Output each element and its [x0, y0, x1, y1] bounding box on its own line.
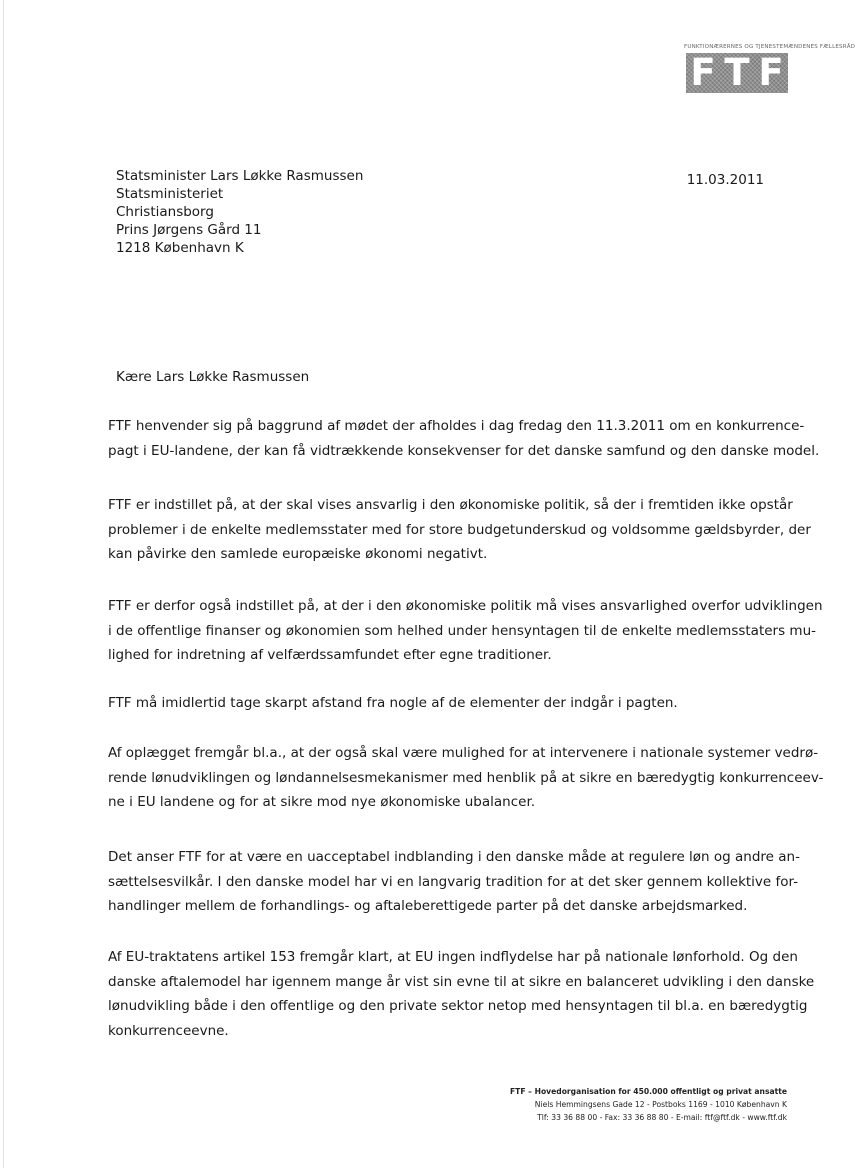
recipient-street: Prins Jørgens Gård 11: [116, 222, 262, 238]
logo-letter-f1: F: [690, 51, 716, 94]
paragraph-line: handlinger mellem de forhandlings- og aftaleberettigede parter på det danske arbejdsmarked.: [108, 898, 748, 914]
paragraph-line: konkurrenceevne.: [108, 1022, 229, 1039]
paragraph-line: lighed for indretning af velfærdssamfundet efter egne traditioner.: [108, 647, 552, 663]
paragraph-line: Det anser FTF for at være en uacceptabel indblanding i den danske måde at regulere løn og andre an-: [108, 849, 800, 865]
paragraph-line: i de offentlige finanser og økonomien som helhed under hensyntagen til de enkelte medlemsstaters mu-: [108, 622, 817, 639]
paragraph-2: [108, 493, 811, 567]
logo-letter-t: T: [724, 51, 750, 94]
footer-address: Niels Hemmingsens Gade 12 - Postboks 1169 - 1010 København K: [534, 1100, 787, 1109]
paragraph-line: rende lønudviklingen og løndannelsesmekanismer med henblik på at sikre en bæredygtig konkurrenceev-: [108, 769, 824, 786]
paragraph-5: [108, 741, 823, 815]
paragraph-line: Af EU-traktatens artikel 153 fremgår klart, at EU ingen indflydelse har på nationale lønforhold. Og den: [108, 949, 798, 965]
letter-date: 11.03.2011: [686, 172, 764, 188]
paragraph-line: Af oplægget fremgår bl.a., at der også skal være mulighed for at intervenere i nationale systemer vedrø-: [108, 745, 819, 761]
paragraph-line: FTF er derfor også indstillet på, at der i den økonomiske politik må vises ansvarlighed overfor udviklingen: [108, 598, 823, 614]
paragraph-line: pagt i EU-landene, der kan få vidtrækkende konsekvenser for det danske samfund og den danske model.: [108, 442, 820, 459]
paragraph-line: FTF henvender sig på baggrund af mødet der afholdes i dag fredag den 11.3.2011 om en konkurrence-: [108, 418, 805, 434]
logo-tagline: FUNKTIONÆRERNES OG TJENESTEMÆNDENES FÆLLESRÅD: [684, 44, 855, 50]
recipient-name: Statsminister Lars Løkke Rasmussen: [116, 168, 364, 184]
paragraph-line: ne i EU landene og for at sikre mod nye økonomiske ubalancer.: [108, 794, 536, 810]
scan-edge-line: [3, 0, 4, 1168]
paragraph-line: lønudvikling både i den offentlige og den private sektor netop med hensyntagen til bl.a. en bæredygtig: [108, 998, 808, 1014]
paragraph-line: sættelsesvilkår. I den danske model har vi en langvarig tradition for at det sker gennem kollektive for-: [108, 873, 799, 890]
logo-block: [686, 53, 788, 93]
paragraph-6: [108, 845, 800, 919]
salutation: Kære Lars Løkke Rasmussen: [116, 369, 310, 385]
paragraph-3: [108, 594, 823, 668]
recipient-address: [116, 167, 363, 257]
paragraph-line: FTF er indstillet på, at der skal vises ansvarlig i den økonomiske politik, så der i fremtiden ikke opstår: [108, 497, 793, 513]
paragraph-line: kan påvirke den samlede europæiske økonomi negativt.: [108, 546, 488, 562]
recipient-building: Christiansborg: [116, 204, 214, 220]
footer-organisation: FTF – Hovedorganisation for 450.000 offentligt og privat ansatte: [509, 1087, 787, 1096]
paragraph-4: [108, 691, 678, 716]
paragraph-1: [108, 414, 819, 463]
recipient-office: Statsministeriet: [116, 186, 224, 202]
ftf-logo: [684, 43, 855, 94]
paragraph-line: problemer i de enkelte medlemsstater med for store budgetunderskud og voldsomme gældsbyrder, der: [108, 521, 811, 538]
paragraph-7: [108, 945, 814, 1043]
paragraph-line: danske aftalemodel har igennem mange år vist sin evne til at sikre en balanceret udvikling i den danske: [108, 973, 815, 990]
recipient-city: 1218 København K: [116, 240, 244, 256]
logo-letter-f2: F: [758, 51, 784, 94]
letterhead-footer: [470, 1085, 787, 1124]
paragraph-line: FTF må imidlertid tage skarpt afstand fra nogle af de elementer der indgår i pagten.: [108, 695, 678, 711]
footer-contact: Tlf: 33 36 88 00 - Fax: 33 36 88 80 - E-mail: ftf@ftf.dk - www.ftf.dk: [537, 1113, 787, 1122]
